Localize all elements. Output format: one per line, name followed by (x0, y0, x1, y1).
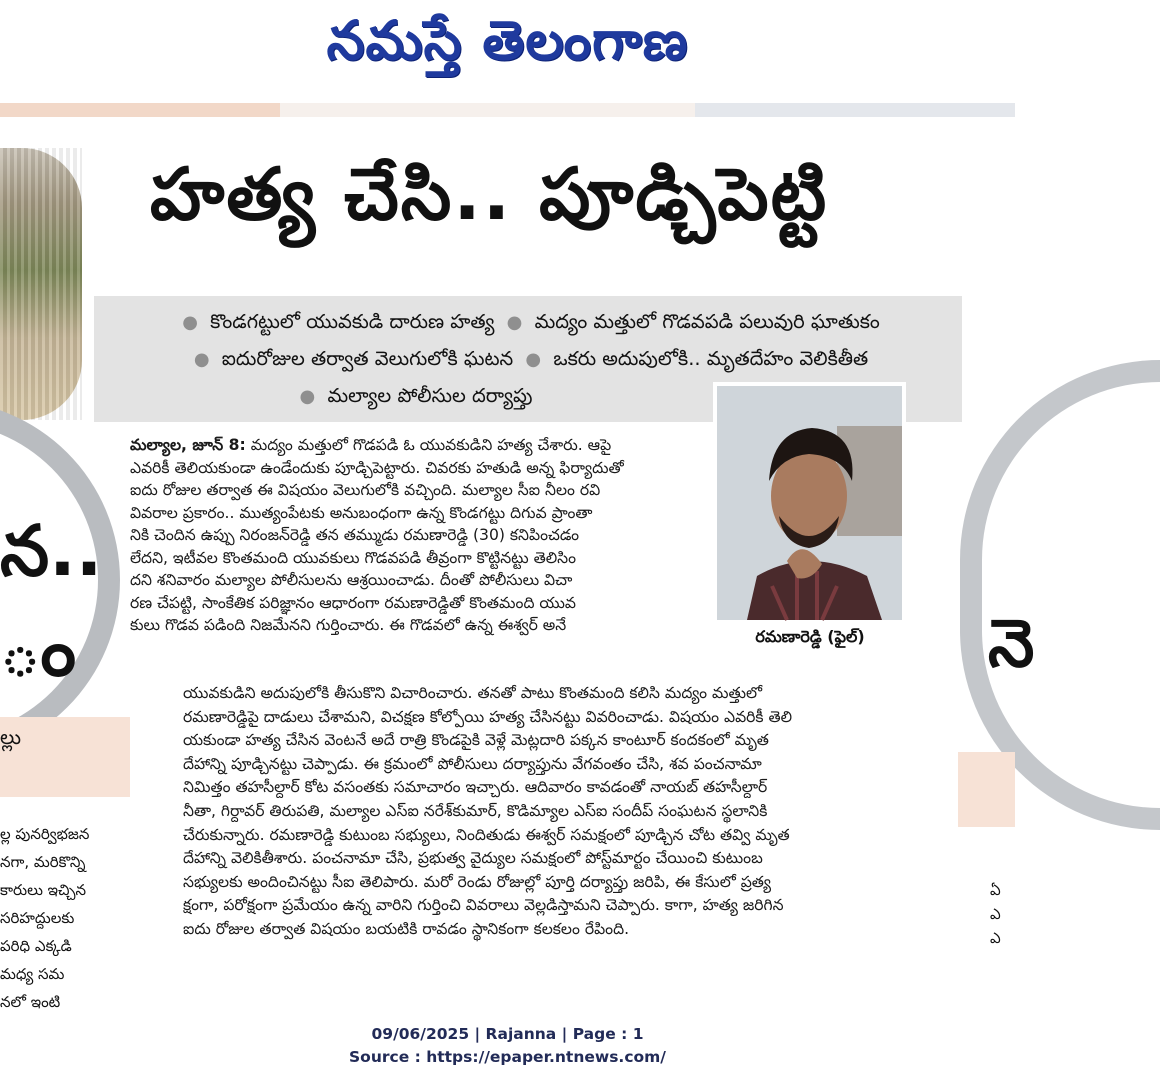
left-article-body (0, 820, 112, 1016)
left-headline-fragment-2: ం (0, 610, 76, 692)
bullet-icon: ● (525, 349, 542, 370)
body-line: ఐదు రోజుల తర్వాత విషయం బయటికి రావడం స్థానికంగా కలకలం రేపింది. (183, 919, 630, 938)
victim-photo (713, 382, 906, 624)
masthead (0, 0, 1015, 95)
body-line: కులు గొడవ పడింది నిజమేనని గుర్తించారు. ఈ గొడవలో ఉన్న ఈశ్వర్ అనే (130, 616, 567, 634)
left-body-line: కారులు ఇచ్చిన (0, 881, 87, 899)
left-headline-fragment-1: న.. (0, 510, 103, 592)
body-line: నిమిత్తం తహసీల్దార్ కోట వసంతకు సమాచారం ఇచ్చారు. ఆదివారం కావడంతో నాయబ్ తహసీల్దార్ (183, 778, 768, 797)
bullet-icon: ● (506, 312, 523, 333)
photo-caption: రమణారెడ్డి (ఫైల్) (755, 627, 865, 646)
left-article-photo (0, 148, 82, 420)
footer-source-link[interactable]: Source : https://epaper.ntnews.com/ (349, 1048, 666, 1066)
highlight-item: మల్యాల పోలీసుల దర్యాప్తు (327, 384, 533, 407)
footer-edition-info: 09/06/2025 | Rajanna | Page : 1 (371, 1025, 644, 1043)
right-headline-fragment: నె (988, 605, 1035, 682)
left-body-line: పరిధి ఎక్కడి (0, 937, 72, 955)
body-line: లేదని, ఇటీవల కొంతమంది యువకులు గొడవపడి తీవ్రంగా కొట్టినట్టు తెలిసిం (130, 548, 576, 567)
right-subhead-box (958, 752, 1015, 827)
victim-photo-image (717, 386, 902, 620)
bullet-icon: ● (193, 349, 210, 370)
highlight-row (108, 341, 948, 378)
article-dateline: మల్యాల, జూన్ 8: (130, 436, 246, 454)
left-body-line: నలో ఇంటి (0, 993, 61, 1011)
right-body-line: ఎ (990, 929, 1001, 947)
body-line: యువకుడిని అదుపులోకి తీసుకొని విచారించారు. తనతో పాటు కొంతమంది కలిసి మద్యం మత్తులో (183, 684, 763, 702)
body-line: దేహాన్ని వెలికితీశారు. పంచనామా చేసి, ప్రభుత్వ వైద్యుల సమక్షంలో పోస్ట్‌మార్టం చేయించి కుటుంబ (183, 849, 763, 868)
body-line: ఎవరికీ తెలియకుండా ఉండేందుకు పూడ్చిపెట్టారు. చివరకు హతుడి అన్న ఫిర్యాదుతో (130, 458, 624, 477)
newspaper-logo-title: నమస్తే తెలంగాణ (326, 9, 689, 72)
body-line: వివరాల ప్రకారం.. ముత్యంపేటకు అనుబంధంగా ఉన్న కొండగట్టు దిగువ ప్రాంతా (130, 503, 593, 522)
body-line: రమణారెడ్డిపై దాడులు చేశామని, విచక్షణ కోల్పోయి హత్య చేసినట్టు వివరించాడు. విషయం ఎవరికీ తెలి (183, 707, 793, 726)
highlight-item: ఒకరు అదుపులోకి.. మృతదేహం వెలికితీత (553, 347, 869, 370)
right-body-line: ఎ (990, 905, 1001, 923)
page-footer (0, 1023, 1015, 1069)
body-line: నీతా, గిర్దావర్ తిరుపతి, మల్యాల ఎస్ఐ నరేశ్‌కుమార్, కొడిమ్యాల ఎస్ఐ సందీప్ సంఘటన స్థలానికి (183, 801, 768, 820)
body-line: సభ్యులకు అందించినట్టు సీఐ తెలిపారు. మరో రెండు రోజుల్లో పూర్తి దర్యాప్తు జరిపి, ఈ కేసులో ప్రత్య (183, 872, 771, 891)
article-body-narrow (130, 434, 706, 637)
body-text: మద్యం మత్తులో గొడపడి ఓ యువకుడిని హత్య చేశారు. ఆపై (245, 436, 612, 454)
bullet-icon: ● (182, 312, 198, 333)
header-rule-middle (280, 103, 695, 117)
header-rule-right (695, 103, 1015, 117)
highlight-item: కొండగట్టులో యువకుడి దారుణ హత్య (210, 310, 495, 333)
body-line: ఐదు రోజుల తర్వాత ఈ విషయం వెలుగులోకి వచ్చింది. మల్యాల సీఐ నీలం రవి (130, 481, 601, 499)
highlight-item: మద్యం మత్తులో గొడవపడి పలువురి ఘాతుకం (534, 310, 880, 333)
body-line: దేహాన్ని పూడ్చినట్టు చెప్పాడు. ఈ క్రమంలో పోలీసులు దర్యాప్తును వేగవంతం చేసి, శవ పంచనామా (183, 754, 762, 773)
bullet-icon: ● (299, 386, 316, 407)
body-line: దని శనివారం మల్యాల పోలీసులను ఆశ్రయించాడు. దీంతో పోలీసులు విచా (130, 571, 573, 589)
header-rule-left (0, 103, 280, 117)
article-headline: హత్య చేసి.. పూడ్చిపెట్టి (150, 152, 829, 236)
right-article-body (990, 878, 1015, 950)
right-body-line: ఏ (990, 881, 1001, 899)
left-body-line: నగా, మరికొన్ని (0, 853, 86, 871)
article-body-wide (183, 682, 915, 942)
highlight-item: ఐదురోజుల తర్వాత వెలుగులోకి ఘటన (221, 347, 514, 370)
body-line: యకుండా హత్య చేసిన వెంటనే అదే రాత్రి కొండపైకి వెళ్లే మెట్లదారి పక్కన కాంటూర్ కందకంలో మృత (183, 731, 769, 750)
body-line: చేరుకున్నారు. రమణారెడ్డి కుటుంబ సభ్యులు, నిందితుడు ఈశ్వర్ సమక్షంలో పూడ్చిన చోట తవ్వి మృత (183, 825, 790, 844)
left-body-line: సరిహద్దులకు (0, 909, 75, 927)
highlight-row (108, 304, 948, 341)
body-line: నికి చెందిన ఉప్పు నిరంజన్‌రెడ్డి తన తమ్ముడు రమణారెడ్డి (30) కనిపించడం (130, 526, 580, 544)
body-line: క్షంగా, పరోక్షంగా ప్రమేయం ఉన్న వారిని గుర్తించి వివరాలు వెల్లడిస్తామని చెప్పారు. కాగా, హత్య జరిగిన (183, 896, 784, 915)
body-line (130, 434, 706, 457)
body-line: రణ చేపట్టి, సాంకేతిక పరిజ్ఞానం ఆధారంగా రమణారెడ్డితో కొంతమంది యువ (130, 593, 576, 612)
left-body-line: మధ్య సమ (0, 965, 65, 983)
left-subhead-fragment: ల్లు (0, 725, 22, 749)
left-body-line: ల్ల పునర్విభజన (0, 825, 90, 843)
person-portrait-icon (717, 386, 902, 620)
